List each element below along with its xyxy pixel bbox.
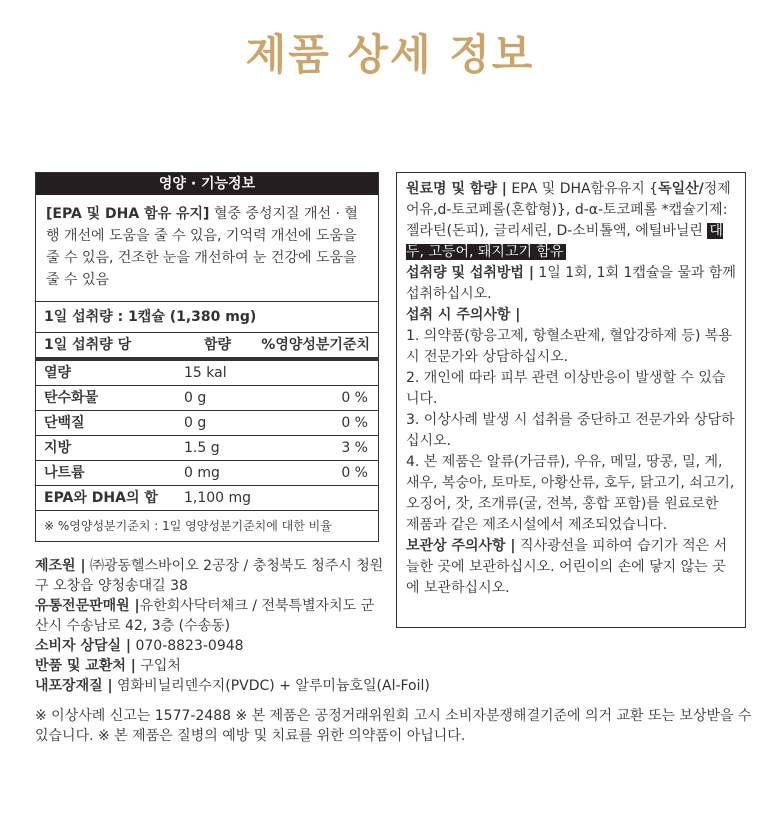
nutrient-pct: 0 %: [341, 465, 368, 481]
caution-heading: [406, 305, 736, 326]
table-row: [36, 436, 378, 461]
function-label: [EPA 및 DHA 함유 유지]: [46, 206, 210, 222]
info-line: [35, 676, 755, 696]
table-row: [36, 461, 378, 486]
info-line: [35, 656, 385, 676]
nutrient-amount: 0 mg: [184, 465, 220, 481]
info-text: ㈜광동헬스바이오 2공장 / 충청북도 청주시 청원구 오창읍 양청송대길 38: [35, 558, 384, 594]
serving-size: 1일 섭취량 : 1캡슐 (1,380 mg): [36, 302, 378, 333]
caution-item: 3. 이상사례 발생 시 섭취를 중단하고 전문가와 상담하십시오.: [406, 412, 735, 449]
info-label: 소비자 상담실 |: [35, 638, 132, 654]
caution-label: 섭취 시 주의사항 |: [406, 307, 521, 323]
caution-item: 1. 의약품(항응고제, 항혈소판제, 혈압강하제 등) 복용 시 전문가와 상담하십시오.: [406, 328, 732, 365]
info-text: 유한회사닥터체크 / 전북특별자치도 군산시 수송남로 42, 3층 (수송동): [35, 598, 375, 634]
ingredients: [406, 179, 736, 263]
nutrient-amount: 15 kal: [184, 365, 227, 381]
caution-item: 2. 개인에 따라 피부 관련 이상반응이 발생할 수 있습니다.: [406, 370, 726, 407]
storage-caution: [406, 536, 736, 599]
notice-text: ※ 이상사례 신고는 1577-2488 ※ 본 제품은 공정거래위원회 고시 소비자분쟁해결기준에 의거 교환 또는 보상받을 수 있습니다. ※ 본 제품은 질병의 예방 및 치료를 위한 의약품이 아닙니다.: [35, 708, 752, 744]
epa-dha-label: EPA와 DHA의 합: [44, 490, 158, 506]
function-text: 혈중 중성지질 개선 · 혈행 개선에 도움을 줄 수 있음, 기억력 개선에 도움을 줄 수 있음, 건조한 눈을 개선하여 눈 건강에 도움을 줄 수 있음: [46, 206, 358, 288]
column-percent: %영양성분기준치: [261, 337, 370, 353]
caution-item: 4. 본 제품은 알류(가금류), 우유, 메밀, 땅콩, 밀, 게, 새우, 복숭아, 토마토, 아황산류, 호두, 닭고기, 쇠고기, 오징어, 잣, 조개류(굴, 전복, 홍합 포함)를 원료로한 제품과 같은 제조시설에서 제조되었습니다.: [406, 454, 735, 533]
page-title: 제품 상세 정보: [245, 30, 535, 79]
info-label: 제조원 |: [35, 558, 86, 574]
nutrient-amount: 0 g: [184, 415, 207, 431]
column-per-day: 1일 섭취량 당: [44, 337, 132, 353]
nutrition-table: [35, 172, 379, 542]
storage-text: 직사광선을 피하여 습기가 적은 서늘한 곳에 보관하십시오. 어린이의 손에 닿지 않는 곳에 보관하십시오.: [406, 538, 728, 596]
info-line: [35, 596, 385, 636]
ingredients-label: 원료명 및 함량 |: [406, 181, 507, 197]
info-text: 염화비닐리덴수지(PVDC) + 알루미늄호일(Al-Foil): [112, 678, 430, 694]
nutrient-amount: 1.5 g: [184, 440, 220, 456]
product-details-box: [396, 172, 746, 628]
intake-method: [406, 263, 736, 305]
storage-label: 보관상 주의사항 |: [406, 538, 516, 554]
ingredients-text-2: 정제어유,d-토코페롤(혼합형)}, d-α-토코페롤 *캡슐기제:젤라틴(돈피), 글리세린, D-소비톨액, 에틸바닐린: [406, 181, 731, 239]
nutrient-pct: 3 %: [341, 440, 368, 456]
info-text: 구입처: [135, 658, 181, 674]
table-row: [36, 411, 378, 436]
epa-dha-row: [36, 486, 378, 511]
intake-label: 섭취량 및 섭취방법 |: [406, 265, 534, 281]
info-label: 반품 및 교환처 |: [35, 658, 136, 674]
epa-dha-value: 1,100 mg: [184, 490, 252, 506]
ingredients-origin: 독일산/: [658, 181, 704, 197]
nutrient-name: 탄수화물: [44, 390, 99, 406]
table-column-header: [36, 333, 378, 361]
nutrient-pct: 0 %: [341, 390, 368, 406]
nutrient-name: 지방: [44, 440, 72, 456]
nutrient-amount: 0 g: [184, 390, 207, 406]
nutrient-name: 열량: [44, 365, 72, 381]
info-label: 유통전문판매원 |: [35, 598, 140, 614]
nutrition-header: 영양 · 기능정보: [36, 173, 378, 195]
function-info: [36, 195, 378, 302]
table-note: ※ %영양성분기준치 : 1일 영양성분기준치에 대한 비율: [44, 519, 332, 533]
table-row: [36, 386, 378, 411]
ingredients-text: EPA 및 DHA함유유지 {: [506, 181, 659, 197]
info-line: [35, 636, 385, 656]
company-info: [35, 556, 430, 696]
nutrient-pct: [264, 361, 378, 385]
info-line: [35, 556, 385, 596]
info-text: 070-8823-0948: [131, 638, 244, 654]
intake-text: 1일 1회, 1회 1캡슐을 물과 함께 섭취하십시오.: [406, 265, 736, 302]
info-label: 내포장재질 |: [35, 678, 113, 694]
table-row: [36, 361, 378, 386]
nutrient-name: 나트륨: [44, 465, 85, 481]
nutrient-pct: 0 %: [341, 415, 368, 431]
column-amount: 함량: [204, 337, 232, 353]
footer-notes: [35, 706, 755, 746]
allergen-highlight: 대두, 고등어, 돼지고기 함유: [406, 223, 723, 260]
nutrient-name: 단백질: [44, 415, 85, 431]
